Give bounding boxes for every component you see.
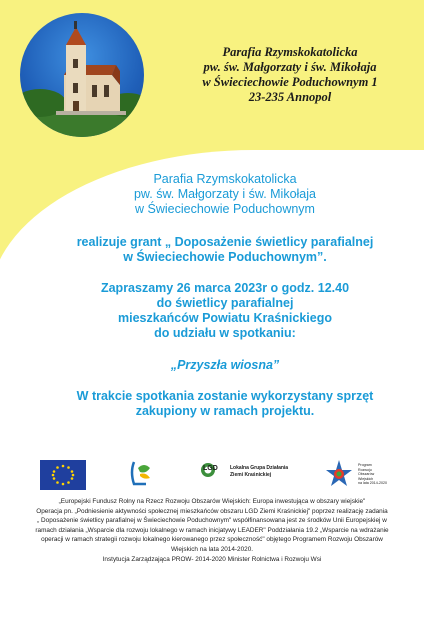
grant-block xyxy=(60,235,390,265)
prow-line: Wiejskich xyxy=(358,476,374,481)
footer-line: ramach działania „Wsparcie dla rozwoju lokalnego w ramach inicjatywy LEADER" Poddziałania 19.2 „Wsparcie na wdrażanie xyxy=(35,526,389,534)
lgd-name-line: Ziemi Kraśnickiej xyxy=(230,472,272,478)
header-line: w Świeciechowie Poduchownym 1 xyxy=(202,75,378,89)
church-illustration xyxy=(20,13,144,137)
prow-line: Rozwoju xyxy=(358,467,372,472)
grant-line: realizuje grant „ Doposażenie świetlicy parafialnej xyxy=(76,235,374,249)
equipment-line: zakupiony w ramach projektu. xyxy=(135,404,315,418)
prow-logo xyxy=(322,458,356,490)
header-line: Parafia Rzymskokatolicka xyxy=(222,45,358,59)
footer-line: Operacja pn. „Podniesienie aktywności społecznej mieszkańców obszaru LGD Ziemi Kraśnickiej" poprzez realizację zadania xyxy=(36,507,388,515)
lgd-letters: LGD xyxy=(203,465,218,472)
eu-flag-logo xyxy=(40,460,86,490)
funding-disclaimer xyxy=(12,497,412,564)
equipment-note xyxy=(60,389,390,419)
organizer-line: w Świeciechowie Poduchownym xyxy=(135,202,315,216)
footer-line: operacji w ramach strategii rozwoju lokalnego kierowanego przez społeczność" objętego Programem Rozwoju Obszarów xyxy=(41,536,383,544)
prow-line: na lata 2014-2020 xyxy=(358,481,387,486)
invitation-block xyxy=(60,281,390,341)
header-line: pw. św. Małgorzaty i św. Mikołaja xyxy=(203,60,377,74)
lgd-name xyxy=(230,465,288,479)
event-title xyxy=(60,358,390,373)
footer-line: „ Doposażenie świetlicy parafialnej w Świeciechowie Poduchownym" współfinansowana jest ze środków Unii Europejskiej w xyxy=(37,517,387,525)
footer-line: Wiejskich na lata 2014-2020. xyxy=(170,545,254,553)
grant-line: w Świeciechowie Poduchownym”. xyxy=(123,250,327,264)
church-photo xyxy=(20,13,144,137)
prow-line: Obszarów xyxy=(358,472,375,477)
prow-line: Program xyxy=(358,463,372,467)
equipment-line: W trakcie spotkania zostanie wykorzystany sprzęt xyxy=(76,389,374,403)
lgd-name-line: Lokalna Grupa Działania xyxy=(230,465,289,471)
invitation-line: Zapraszamy 26 marca 2023r o godz. 12.40 xyxy=(100,281,350,295)
invitation-line: mieszkańców Powiatu Kraśnickiego xyxy=(118,311,332,325)
event-title-text: „Przyszła wiosna” xyxy=(170,358,280,372)
parish-address-header xyxy=(165,45,415,105)
invitation-line: do świetlicy parafialnej xyxy=(156,296,294,310)
footer-line: „Europejski Fundusz Rolny na Rzecz Rozwoju Obszarów Wiejskich: Europa inwestująca w obszary wiejskie" xyxy=(58,498,366,505)
organizer-line: Parafia Rzymskokatolicka xyxy=(153,172,297,186)
prow-text xyxy=(358,463,387,486)
invitation-line: do udziału w spotkaniu: xyxy=(154,326,296,340)
lgd-emblem-icon xyxy=(200,458,216,490)
leader-logo xyxy=(126,458,156,490)
header-line: 23-235 Annopol xyxy=(248,90,332,104)
footer-line: Instytucja Zarządzająca PROW- 2014-2020 Minister Rolnictwa i Rozwoju Wsi xyxy=(102,555,322,563)
organizer-line: pw. św. Małgorzaty i św. Mikołaja xyxy=(133,187,316,201)
organizer-block xyxy=(60,172,390,217)
